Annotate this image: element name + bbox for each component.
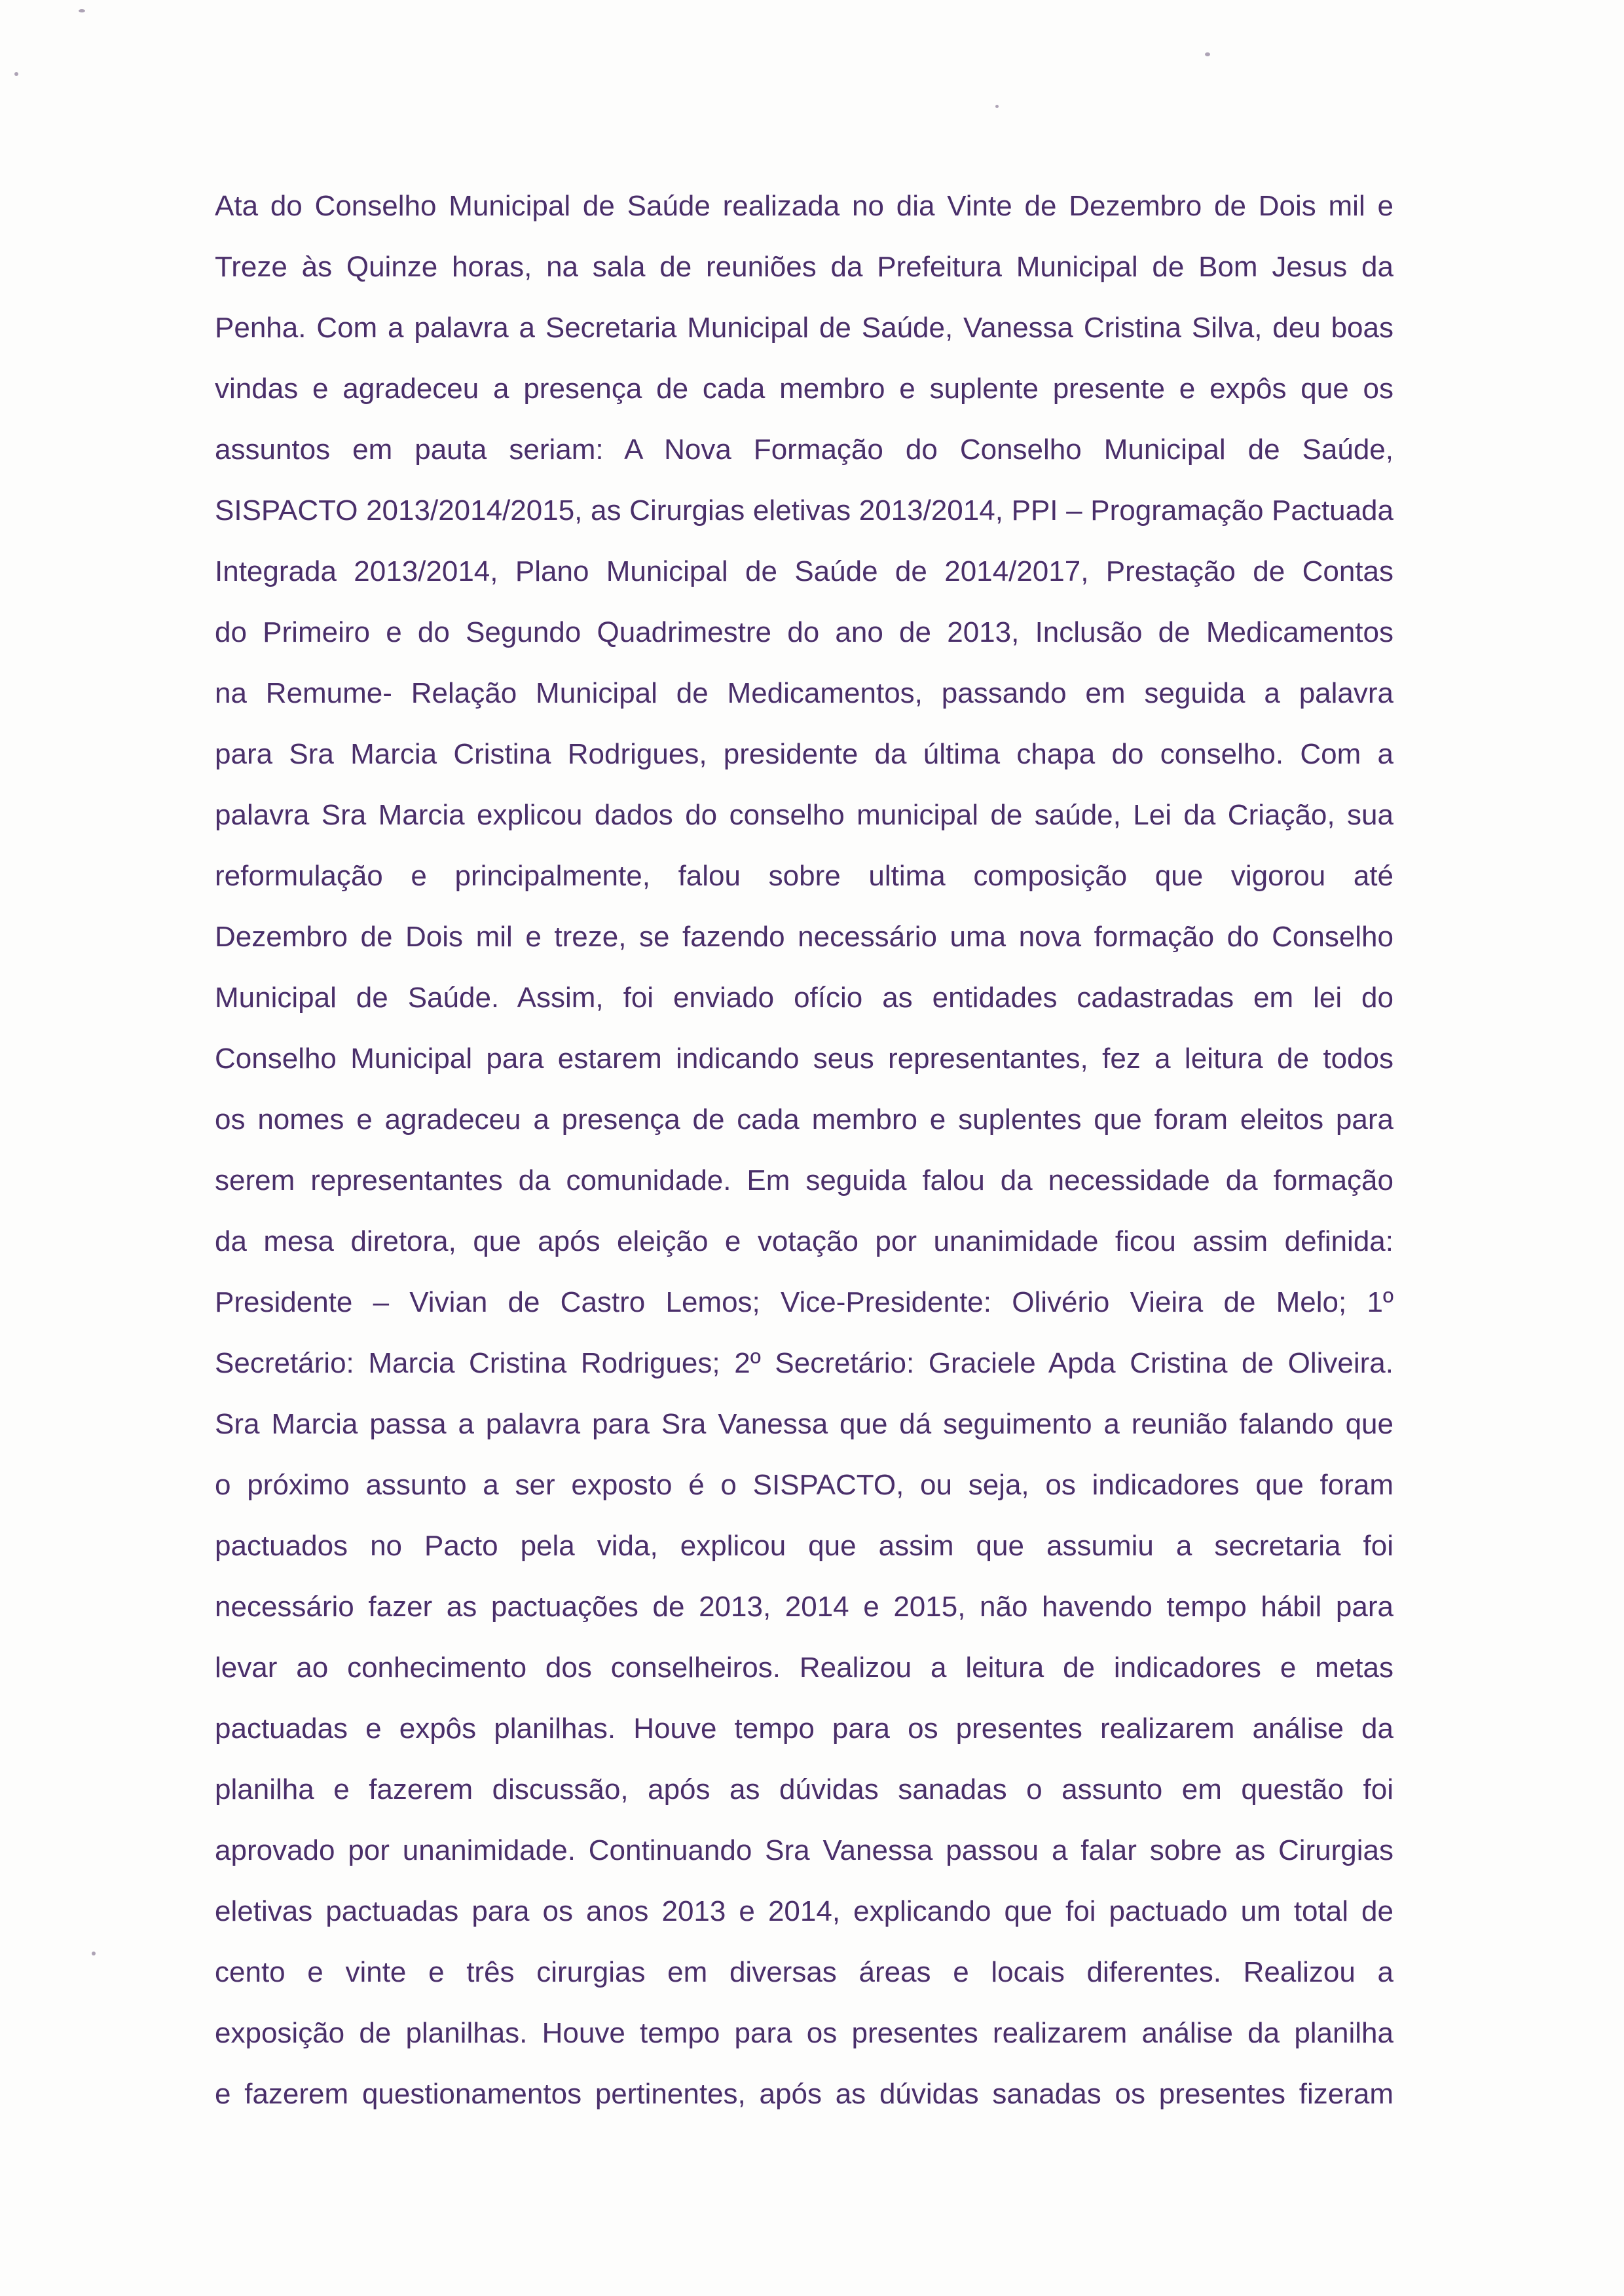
text-line: Conselho Municipal para estarem indicando seus representantes, fez a leitura de todos bbox=[215, 1043, 1393, 1075]
text-line: pactuadas e expôs planilhas. Houve tempo para os presentes realizarem análise da bbox=[215, 1713, 1393, 1745]
text-line: Treze às Quinze horas, na sala de reuniões da Prefeitura Municipal de Bom Jesus da bbox=[215, 251, 1393, 283]
text-line: da mesa diretora, que após eleição e votação por unanimidade ficou assim definida: bbox=[215, 1225, 1393, 1257]
text-line: necessário fazer as pactuações de 2013, 2014 e 2015, não havendo tempo hábil para bbox=[215, 1591, 1393, 1623]
text-line: Presidente – Vivian de Castro Lemos; Vice-Presidente: Olivério Vieira de Melo; 1º bbox=[215, 1286, 1393, 1318]
text-line: eletivas pactuadas para os anos 2013 e 2014, explicando que foi pactuado um total de bbox=[215, 1895, 1393, 1927]
text-line: pactuados no Pacto pela vida, explicou que assim que assumiu a secretaria foi bbox=[215, 1530, 1393, 1562]
scan-speck bbox=[995, 105, 999, 108]
text-line: serem representantes da comunidade. Em seguida falou da necessidade da formação bbox=[215, 1164, 1393, 1196]
text-line: Penha. Com a palavra a Secretaria Municipal de Saúde, Vanessa Cristina Silva, deu boas bbox=[215, 312, 1393, 344]
text-line: para Sra Marcia Cristina Rodrigues, presidente da última chapa do conselho. Com a bbox=[215, 738, 1393, 770]
text-line: Ata do Conselho Municipal de Saúde realizada no dia Vinte de Dezembro de Dois mil e bbox=[215, 190, 1393, 222]
text-line: os nomes e agradeceu a presença de cada membro e suplentes que foram eleitos para bbox=[215, 1103, 1393, 1136]
text-line: do Primeiro e do Segundo Quadrimestre do ano de 2013, Inclusão de Medicamentos bbox=[215, 616, 1393, 648]
text-line: SISPACTO 2013/2014/2015, as Cirurgias eletivas 2013/2014, PPI – Programação Pactuada bbox=[215, 494, 1393, 527]
text-line: Secretário: Marcia Cristina Rodrigues; 2º Secretário: Graciele Apda Cristina de Oliveira. bbox=[215, 1347, 1393, 1379]
text-line: Integrada 2013/2014, Plano Municipal de Saúde de 2014/2017, Prestação de Contas bbox=[215, 555, 1393, 587]
text-line: cento e vinte e três cirurgias em diversas áreas e locais diferentes. Realizou a bbox=[215, 1956, 1393, 1988]
text-line: reformulação e principalmente, falou sobre ultima composição que vigorou até bbox=[215, 860, 1393, 892]
text-line: exposição de planilhas. Houve tempo para os presentes realizarem análise da planilha bbox=[215, 2017, 1393, 2049]
text-line: aprovado por unanimidade. Continuando Sra Vanessa passou a falar sobre as Cirurgias bbox=[215, 1834, 1393, 1866]
scan-speck bbox=[92, 1952, 96, 1955]
scan-speck bbox=[79, 9, 85, 12]
text-line: o próximo assunto a ser exposto é o SISPACTO, ou seja, os indicadores que foram bbox=[215, 1469, 1393, 1501]
text-line: na Remume- Relação Municipal de Medicamentos, passando em seguida a palavra bbox=[215, 677, 1393, 709]
scan-speck bbox=[14, 72, 18, 76]
text-line: Sra Marcia passa a palavra para Sra Vanessa que dá seguimento a reunião falando que bbox=[215, 1408, 1393, 1440]
scan-speck bbox=[1205, 52, 1210, 56]
text-line: planilha e fazerem discussão, após as dúvidas sanadas o assunto em questão foi bbox=[215, 1773, 1393, 1805]
text-line: e fazerem questionamentos pertinentes, após as dúvidas sanadas os presentes fizeram bbox=[215, 2078, 1393, 2110]
text-line: palavra Sra Marcia explicou dados do conselho municipal de saúde, Lei da Criação, sua bbox=[215, 799, 1393, 831]
text-line: vindas e agradeceu a presença de cada membro e suplente presente e expôs que os bbox=[215, 373, 1393, 405]
meeting-minutes-text bbox=[215, 176, 1393, 2124]
text-line: Municipal de Saúde. Assim, foi enviado ofício as entidades cadastradas em lei do bbox=[215, 982, 1393, 1014]
text-line: assuntos em pauta seriam: A Nova Formação do Conselho Municipal de Saúde, bbox=[215, 434, 1393, 466]
text-line: levar ao conhecimento dos conselheiros. Realizou a leitura de indicadores e metas bbox=[215, 1652, 1393, 1684]
text-line: Dezembro de Dois mil e treze, se fazendo necessário uma nova formação do Conselho bbox=[215, 921, 1393, 953]
